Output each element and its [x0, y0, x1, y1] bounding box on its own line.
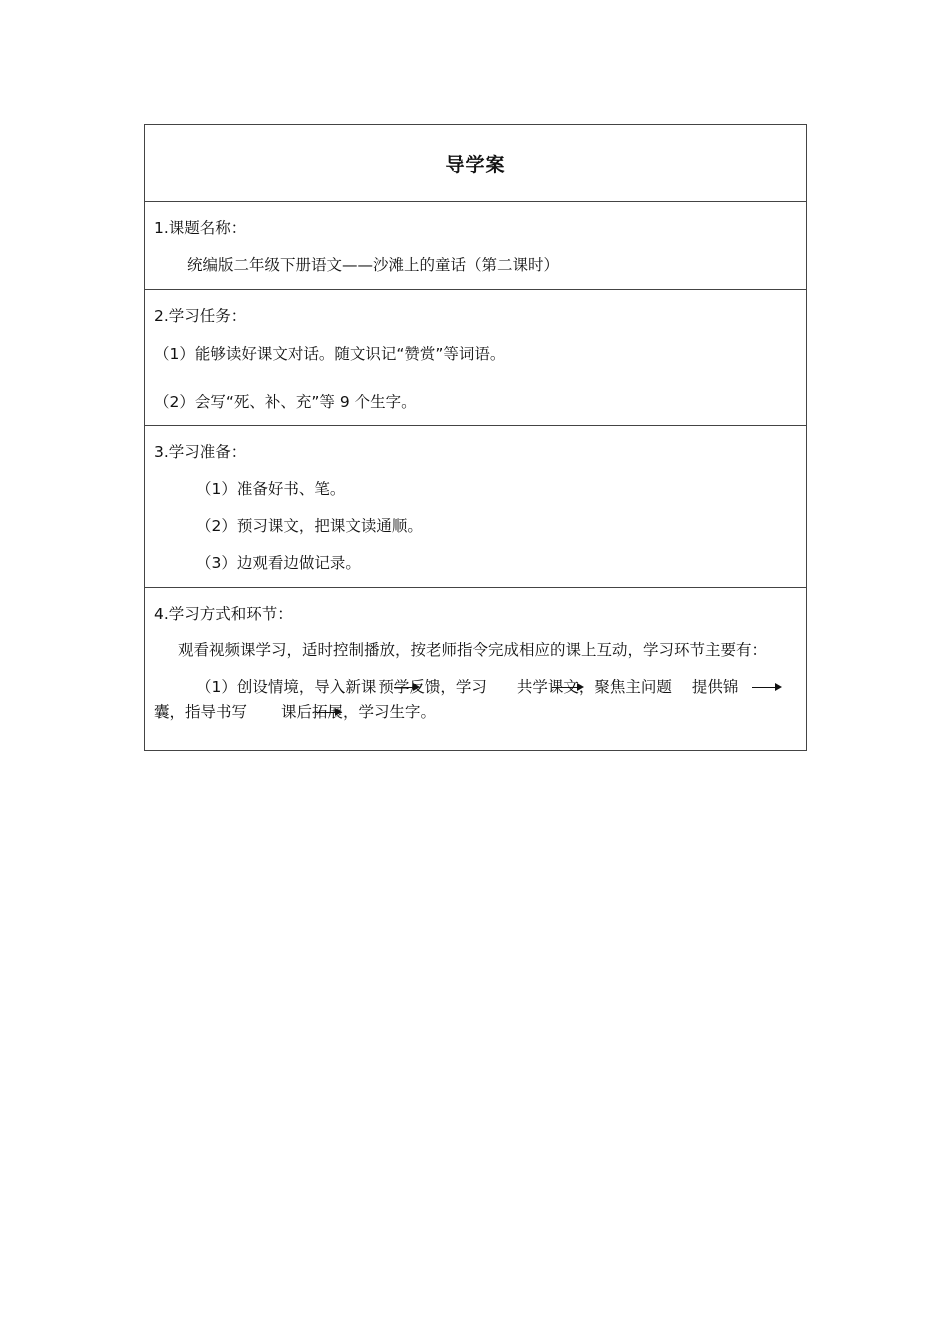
section-heading: 1.课题名称： — [154, 219, 247, 237]
prep-item: （2）预习课文，把课文读通顺。 — [196, 517, 423, 535]
arrow-icon — [394, 687, 418, 688]
section-heading: 3.学习准备： — [154, 443, 247, 461]
flow-steps — [154, 675, 797, 725]
section-topic — [145, 201, 806, 289]
flow-line — [154, 675, 797, 700]
flow-step: 预学反馈，学习 — [378, 678, 487, 696]
section-heading: 2.学习任务： — [154, 307, 247, 325]
arrow-icon — [552, 687, 582, 688]
flow-step: 课后拓展，学习生字。 — [281, 703, 437, 721]
flow-step: 共学课文，聚焦主问题 — [516, 678, 672, 696]
task-item: （1）能够读好课文对话。随文识记“赞赏”等词语。 — [154, 345, 506, 363]
flow-step: （1）创设情境，导入新课 — [196, 678, 377, 696]
flow-step: 提供锦 — [691, 678, 739, 696]
prep-item: （1）准备好书、笔。 — [196, 480, 346, 498]
section-tasks — [145, 289, 806, 425]
topic-content: 统编版二年级下册语文——沙滩上的童话（第二课时） — [187, 256, 560, 274]
section-method — [145, 587, 806, 750]
guide-table — [144, 124, 807, 751]
prep-item: （3）边观看边做记录。 — [196, 554, 361, 572]
flow-line — [154, 700, 797, 725]
method-paragraph: 观看视频课学习，适时控制播放，按老师指令完成相应的课上互动，学习环节主要有： — [178, 641, 768, 659]
section-heading: 4.学习方式和环节： — [154, 605, 293, 623]
task-item: （2）会写“死、补、充”等 9 个生字。 — [154, 393, 417, 411]
title-row — [145, 125, 806, 201]
arrow-icon — [752, 687, 780, 688]
section-preparation — [145, 425, 806, 587]
document-title: 导学案 — [445, 153, 506, 176]
arrow-icon — [316, 712, 340, 713]
flow-step: 囊，指导书写 — [154, 703, 248, 721]
